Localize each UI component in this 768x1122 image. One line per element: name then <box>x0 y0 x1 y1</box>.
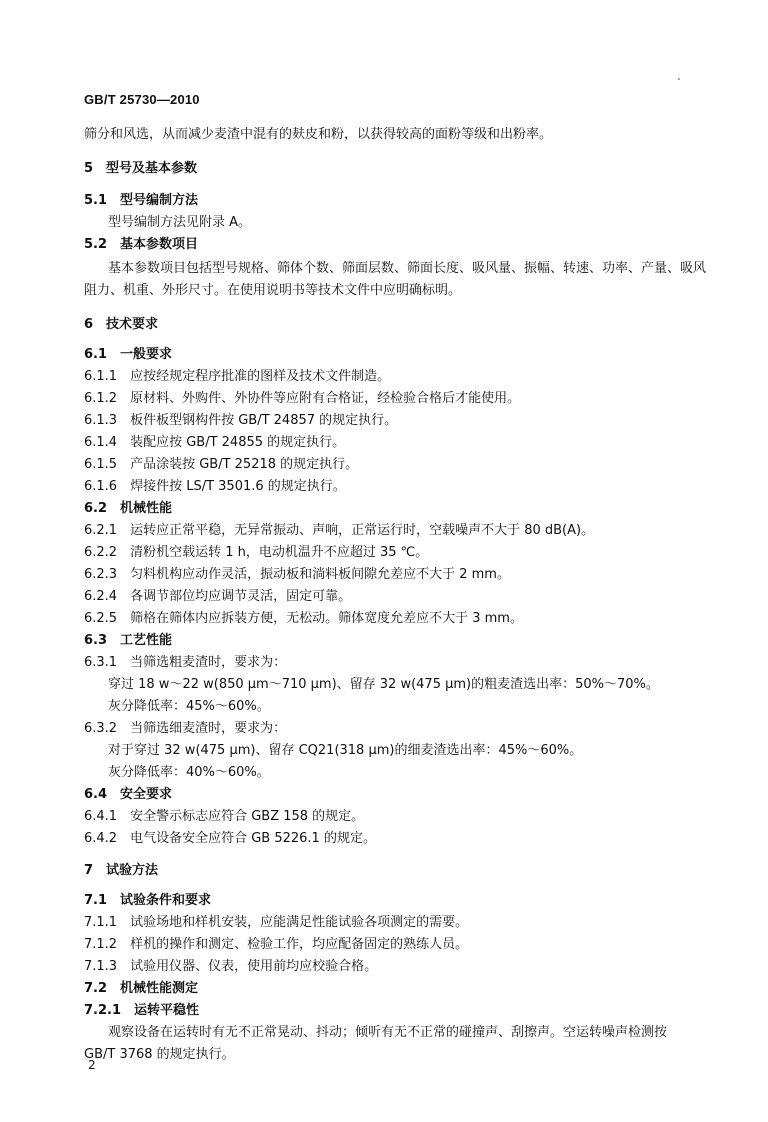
clause-heading-6-4: 6.4 安全要求 <box>84 787 173 802</box>
paragraph-continuation: 筛分和风选，从而减少麦渣中混有的麸皮和粉，以获得较高的面粉等级和出粉率。 <box>84 127 553 142</box>
clause-6-1-3: 6.1.3 板件板型钢构件按 GB/T 24857 的规定执行。 <box>84 413 398 428</box>
clause-6-3-2: 6.3.2 当筛选细麦渣时，要求为： <box>84 721 287 736</box>
clause-6-1-2: 6.1.2 原材料、外购件、外协件等应附有合格证，经检验合格后才能使用。 <box>84 391 521 406</box>
standard-number-header: GB/T 25730—2010 <box>84 92 200 107</box>
clause-text-5-2: 基本参数项目包括型号规格、筛体个数、筛面层数、筛面长度、吸风量、振幅、转速、功率、产量、吸风 <box>108 261 707 276</box>
clause-heading-7-1: 7.1 试验条件和要求 <box>84 893 212 908</box>
clause-heading-6-1: 6.1 一般要求 <box>84 347 173 362</box>
clause-text-5-1: 型号编制方法见附录 A。 <box>108 215 252 230</box>
clause-6-3-1-req-1: 穿过 18 w～22 w(850 μm～710 μm)、留存 32 w(475 μm)的粗麦渣选出率：50%～70%。 <box>108 677 659 692</box>
clause-6-1-5: 6.1.5 产品涂装按 GB/T 25218 的规定执行。 <box>84 457 359 472</box>
section-heading-6: 6 技术要求 <box>84 317 159 332</box>
clause-6-1-6: 6.1.6 焊接件按 LS/T 3501.6 的规定执行。 <box>84 479 346 494</box>
clause-6-4-2: 6.4.2 电气设备安全应符合 GB 5226.1 的规定。 <box>84 831 376 846</box>
clause-6-2-5: 6.2.5 筛格在筛体内应拆装方便，无松动。筛体宽度允差应不大于 3 mm。 <box>84 611 523 626</box>
clause-text-7-2-1-cont: GB/T 3768 的规定执行。 <box>84 1047 235 1062</box>
clause-6-3-2-req-1: 对于穿过 32 w(475 μm)、留存 CQ21(318 μm)的细麦渣选出率：45%～60%。 <box>108 743 583 758</box>
clause-6-2-1: 6.2.1 运转应正常平稳，无异常振动、声响，正常运行时，空载噪声不大于 80 dB(A)。 <box>84 523 595 538</box>
clause-6-1-1: 6.1.1 应按经规定程序批准的图样及技术文件制造。 <box>84 369 391 384</box>
clause-heading-5-1: 5.1 型号编制方法 <box>84 193 199 208</box>
clause-6-3-1: 6.3.1 当筛选粗麦渣时，要求为： <box>84 655 287 670</box>
section-heading-5: 5 型号及基本参数 <box>84 161 198 176</box>
clause-7-1-1: 7.1.1 试验场地和样机安装，应能满足性能试验各项测定的需要。 <box>84 915 469 930</box>
clause-heading-7-2-1: 7.2.1 运转平稳性 <box>84 1003 200 1018</box>
clause-6-3-1-req-2: 灰分降低率：45%～60%。 <box>108 699 270 714</box>
clause-6-4-1: 6.4.1 安全警示标志应符合 GBZ 158 的规定。 <box>84 809 365 824</box>
clause-6-3-2-req-2: 灰分降低率：40%～60%。 <box>108 765 270 780</box>
clause-text-7-2-1: 观察设备在运转时有无不正常晃动、抖动；倾听有无不正常的碰撞声、刮擦声。空运转噪声检测按 <box>108 1025 668 1040</box>
clause-7-1-3: 7.1.3 试验用仪器、仪表，使用前均应校验合格。 <box>84 959 378 974</box>
clause-7-1-2: 7.1.2 样机的操作和测定、检验工作，均应配备固定的熟练人员。 <box>84 937 469 952</box>
clause-text-5-2-cont: 阻力、机重、外形尺寸。在使用说明书等技术文件中应明确标明。 <box>84 283 462 298</box>
clause-6-2-3: 6.2.3 匀料机构应动作灵活，振动板和淌料板间隙允差应不大于 2 mm。 <box>84 567 510 582</box>
scan-speck <box>678 78 680 80</box>
clause-heading-5-2: 5.2 基本参数项目 <box>84 237 199 252</box>
page-number: 2 <box>88 1058 96 1072</box>
section-heading-7: 7 试验方法 <box>84 863 159 878</box>
clause-6-2-2: 6.2.2 清粉机空载运转 1 h，电动机温升不应超过 35 ℃。 <box>84 545 429 560</box>
clause-heading-7-2: 7.2 机械性能测定 <box>84 981 199 996</box>
clause-heading-6-2: 6.2 机械性能 <box>84 501 173 516</box>
clause-6-1-4: 6.1.4 装配应按 GB/T 24855 的规定执行。 <box>84 435 346 450</box>
clause-6-2-4: 6.2.4 各调节部位均应调节灵活，固定可靠。 <box>84 589 352 604</box>
clause-heading-6-3: 6.3 工艺性能 <box>84 633 173 648</box>
